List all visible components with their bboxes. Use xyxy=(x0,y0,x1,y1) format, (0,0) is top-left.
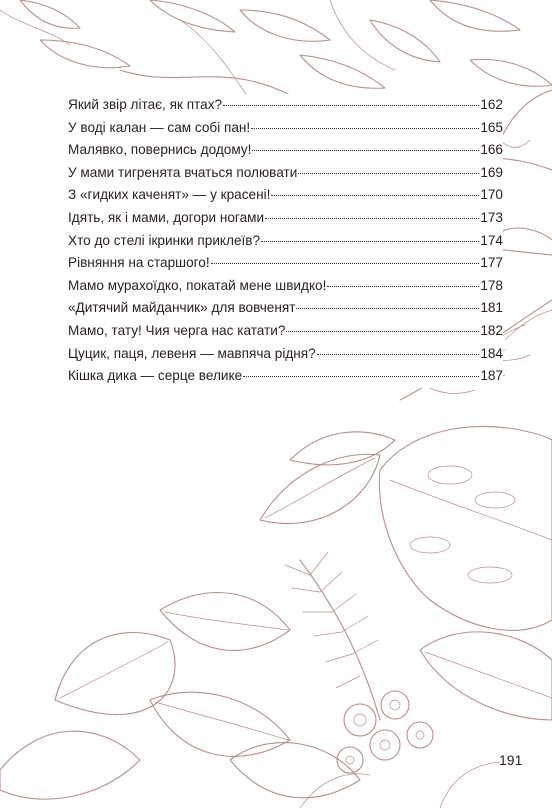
dot-leader xyxy=(243,376,479,377)
toc-entry-page: 173 xyxy=(480,209,503,225)
toc-entry-page: 162 xyxy=(480,97,503,112)
leaf-top-5 xyxy=(470,59,552,86)
flower-4 xyxy=(407,722,433,748)
dot-leader xyxy=(271,195,479,196)
flower-2 xyxy=(381,691,409,719)
toc-entry[interactable] xyxy=(68,139,503,162)
toc-entry[interactable] xyxy=(68,162,503,185)
toc-entry-title: Малявко, повернись додому! xyxy=(68,142,252,158)
toc-entry-page: 178 xyxy=(480,277,503,293)
toc-entry[interactable] xyxy=(68,94,503,117)
toc-entry[interactable] xyxy=(68,207,503,230)
leaf-top-4 xyxy=(430,0,520,31)
toc-entry[interactable] xyxy=(68,184,503,207)
toc-entry[interactable] xyxy=(68,275,503,298)
dot-leader xyxy=(296,308,479,309)
palm-frond xyxy=(300,560,380,720)
leaf-lower-6 xyxy=(420,632,552,720)
toc-entry-title: Цуцик, паця, левеня — мавпяча рідня? xyxy=(68,345,316,361)
dot-leader xyxy=(298,173,479,174)
page-number: 191 xyxy=(499,752,523,768)
toc-entry-page: 170 xyxy=(480,187,503,203)
dot-leader xyxy=(327,286,479,287)
dot-leader xyxy=(211,263,480,264)
toc-entry-title: З «гидких каченят» — у красені! xyxy=(68,187,271,203)
dot-leader xyxy=(265,218,479,219)
dot-leader xyxy=(286,331,479,332)
leaf-top-1 xyxy=(150,0,235,32)
leaf-top-2 xyxy=(240,10,330,41)
leaf-lower-4 xyxy=(150,692,290,756)
table-of-contents xyxy=(68,94,503,388)
leaf-top-6 xyxy=(300,55,385,88)
toc-entry-title: У воді калан — сам собі пан! xyxy=(68,119,251,135)
toc-entry-title: Рівняння на старшого! xyxy=(68,255,210,271)
toc-entry-page: 177 xyxy=(480,255,503,271)
monstera-leaf xyxy=(379,426,552,630)
flower-1 xyxy=(344,704,376,736)
toc-entry-page: 169 xyxy=(480,164,503,180)
dot-leader xyxy=(317,354,480,355)
leaf-left-1 xyxy=(20,0,80,28)
toc-entry-title: «Дитячий майданчик» для вовченят xyxy=(68,300,296,316)
toc-entry-page: 182 xyxy=(480,322,503,338)
toc-entry-title: Кішка дика — серце велике xyxy=(68,368,243,384)
leaf-lower-3 xyxy=(0,731,140,799)
toc-entry-page: 187 xyxy=(480,368,503,384)
toc-entry-page: 174 xyxy=(480,232,503,248)
leaf-top-3 xyxy=(370,20,440,62)
toc-entry[interactable] xyxy=(68,297,503,320)
toc-entry-title: Який звір літає, як птах? xyxy=(68,97,223,112)
toc-entry[interactable] xyxy=(68,320,503,343)
flower-3 xyxy=(370,730,400,760)
dot-leader xyxy=(223,105,479,106)
toc-entry[interactable] xyxy=(68,343,503,366)
leaf-left-2 xyxy=(40,40,130,68)
toc-entry-title: Ідять, як і мами, догори ногами xyxy=(68,209,265,225)
toc-entry-title: Мамо мурахоїдко, покатай мене швидко! xyxy=(68,277,327,293)
toc-entry[interactable] xyxy=(68,230,503,253)
dot-leader xyxy=(252,150,479,151)
toc-entry[interactable] xyxy=(68,365,503,388)
toc-entry[interactable] xyxy=(68,117,503,140)
toc-entry-title: Хто до стелі ікринки приклеїв? xyxy=(68,232,261,248)
dot-leader xyxy=(251,128,479,129)
dot-leader xyxy=(261,241,479,242)
toc-entry-page: 166 xyxy=(480,142,503,158)
toc-entry-page: 184 xyxy=(480,345,503,361)
toc-entry-title: Мамо, тату! Чия черга нас катати? xyxy=(68,322,286,338)
toc-entry-page: 165 xyxy=(480,119,503,135)
toc-entry[interactable] xyxy=(68,252,503,275)
toc-entry-title: У мами тигренята вчаться полювати xyxy=(68,164,298,180)
toc-entry-page: 181 xyxy=(480,300,503,316)
